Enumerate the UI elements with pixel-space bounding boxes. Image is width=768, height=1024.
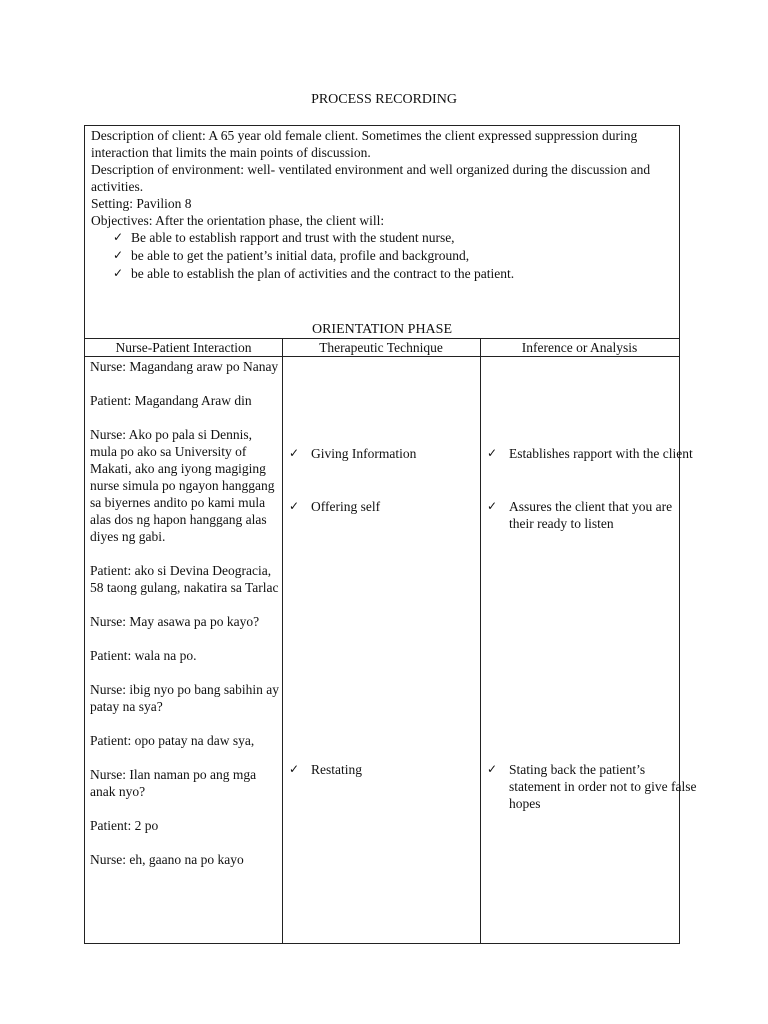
technique-text: Restating xyxy=(311,762,362,777)
dialogue-line: Patient: opo patay na daw sya, xyxy=(90,733,255,748)
dialogue-line: Nurse: May asawa pa po kayo? xyxy=(90,614,260,629)
objective-text: Be able to establish rapport and trust with the student nurse, xyxy=(131,230,455,245)
checkmark-icon: ✓ xyxy=(289,499,300,513)
dialogue-line: Nurse: Ako po pala si Dennis, mula po ako sa University of Makati, ako ang iyong magiging nurse simula po ngayon hanggang sa biyernes andito po kami mula alas dos ng hapon hanggang alas diyes ng gabi. xyxy=(90,427,275,544)
objectives-intro: Objectives: After the orientation phase, the client will: xyxy=(91,213,385,228)
analysis-text: Assures the client that you are their ready to listen xyxy=(509,499,673,531)
technique-text: Giving Information xyxy=(311,446,417,461)
checkmark-icon: ✓ xyxy=(113,230,124,244)
dialogue-line: Patient: wala na po. xyxy=(90,648,197,663)
checkmark-icon: ✓ xyxy=(487,762,498,776)
technique-text: Offering self xyxy=(311,499,381,514)
dialogue-line: Patient: 2 po xyxy=(90,818,159,833)
header-interaction: Nurse-Patient Interaction xyxy=(115,340,252,355)
dialogue-line: Nurse: eh, gaano na po kayo xyxy=(90,852,244,867)
technique-item xyxy=(289,761,497,778)
analysis-item xyxy=(487,761,699,812)
analysis-item xyxy=(487,498,699,532)
checkmark-icon: ✓ xyxy=(289,762,300,776)
dialogue-line: Patient: ako si Devina Deogracia, 58 taong gulang, nakatira sa Tarlac xyxy=(90,563,279,595)
header-technique: Therapeutic Technique xyxy=(319,340,443,355)
header-analysis: Inference or Analysis xyxy=(521,340,638,355)
dialogue-line: Nurse: Magandang araw po Nanay xyxy=(90,359,279,374)
checkmark-icon: ✓ xyxy=(289,446,300,460)
objectives-list xyxy=(91,229,671,283)
analysis-text: Establishes rapport with the client xyxy=(509,446,693,461)
dialogue-line: Patient: Magandang Araw din xyxy=(90,393,252,408)
process-recording-table xyxy=(84,125,697,944)
checkmark-icon: ✓ xyxy=(487,446,498,460)
analysis-item xyxy=(487,445,699,462)
setting-text: Setting: Pavilion 8 xyxy=(91,196,192,211)
environment-description: Description of environment: well- ventilated environment and well organized during the discussion and activities. xyxy=(91,162,651,194)
description-block xyxy=(91,127,671,283)
column-divider xyxy=(480,338,481,943)
technique-item xyxy=(289,445,497,462)
checkmark-icon: ✓ xyxy=(113,248,124,262)
dialogue-line: Nurse: ibig nyo po bang sabihin ay patay na sya? xyxy=(90,682,279,714)
objective-item xyxy=(113,247,671,265)
phase-title: ORIENTATION PHASE xyxy=(311,322,453,337)
checkmark-icon: ✓ xyxy=(487,499,498,513)
analysis-text: Stating back the patient’s statement in order not to give false hopes xyxy=(509,762,697,811)
objective-text: be able to establish the plan of activities and the contract to the patient. xyxy=(131,266,515,281)
interaction-column xyxy=(90,358,280,868)
checkmark-icon: ✓ xyxy=(113,266,124,280)
objective-item xyxy=(113,265,671,283)
dialogue-line: Nurse: Ilan naman po ang mga anak nyo? xyxy=(90,767,257,799)
column-divider xyxy=(282,338,283,943)
technique-item xyxy=(289,498,497,515)
objective-item xyxy=(113,229,671,247)
page-title: PROCESS RECORDING xyxy=(311,92,457,107)
client-description: Description of client: A 65 year old female client. Sometimes the client expressed suppression during interaction that limits the main points of discussion. xyxy=(91,128,638,160)
divider xyxy=(85,356,679,357)
objective-text: be able to get the patient’s initial data, profile and background, xyxy=(131,248,470,263)
